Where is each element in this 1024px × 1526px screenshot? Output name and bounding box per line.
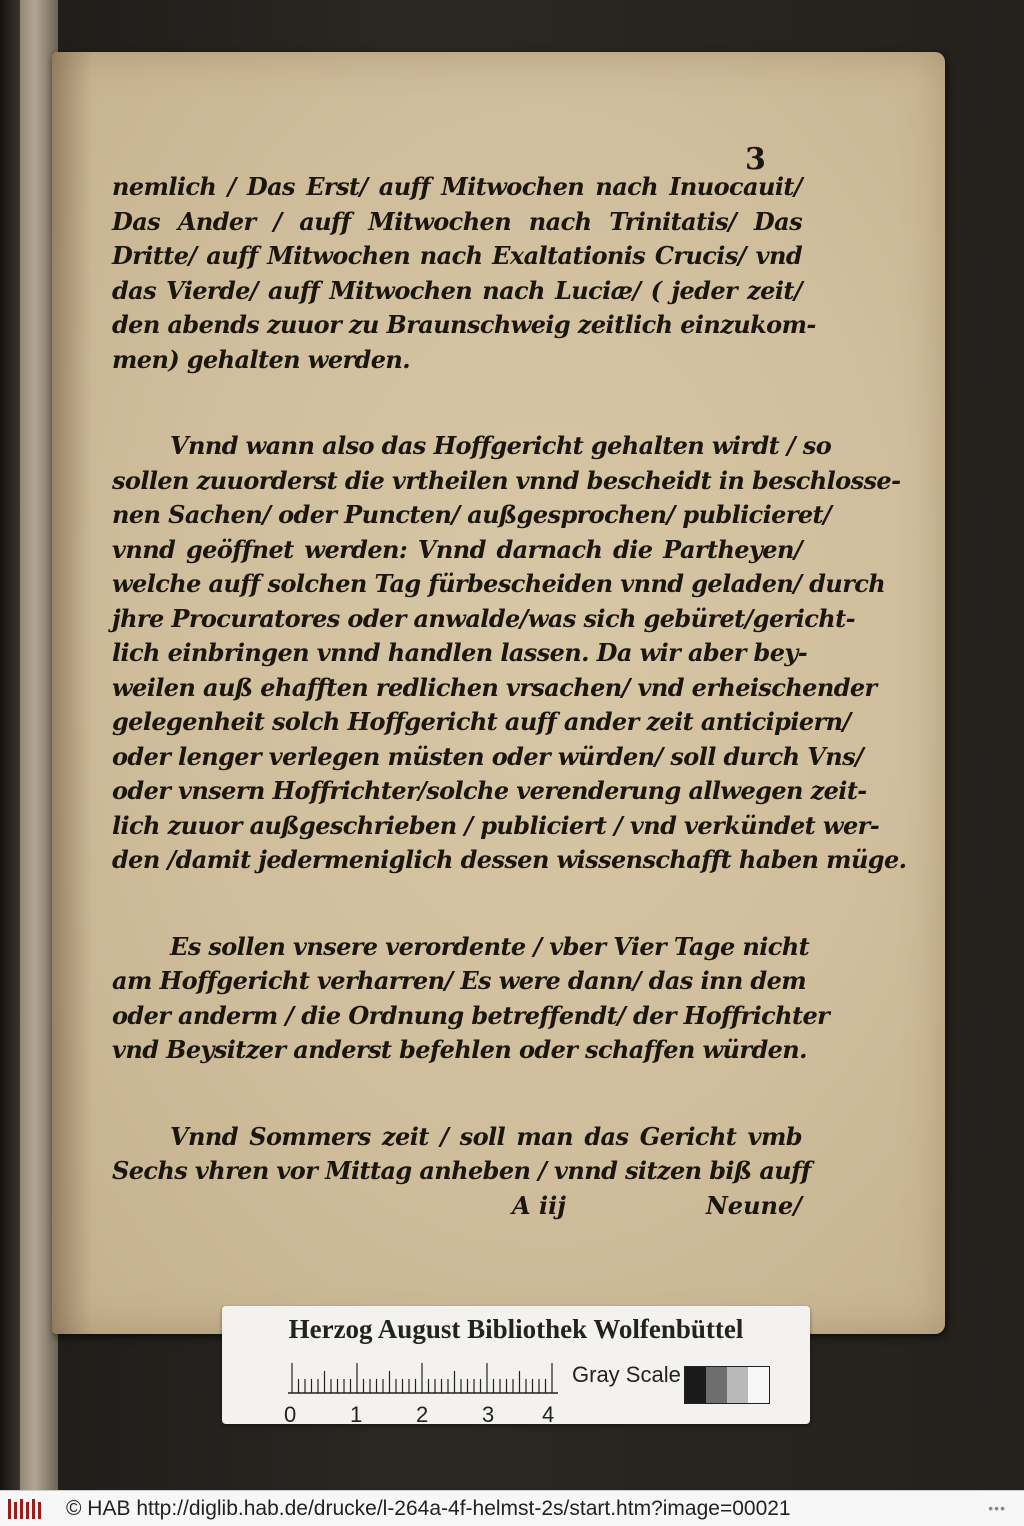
text-line: Vnnd Sommers zeit / soll man das Gericht vmb: [170, 1121, 802, 1151]
text-line: Es sollen vnsere verordente / vber Vier Tage nicht: [170, 931, 810, 961]
text-line: gelegenheit solch Hoffgericht auff ander zeit anticipiern/: [112, 707, 851, 736]
book-binding: [0, 0, 58, 1490]
text-line: den /damit jedermeniglich dessen wissenschafft haben müge.: [112, 845, 907, 874]
paragraph-3: [112, 930, 830, 1068]
more-options-icon[interactable]: •••: [988, 1500, 1006, 1516]
gray-swatch: [748, 1367, 769, 1403]
text-line: sollen zuuorderst die vrtheilen vnnd bescheidt in beschlosse-: [112, 465, 901, 495]
text-line: vnd Beysitzer anderst befehlen oder schaffen würden.: [112, 1035, 807, 1064]
signature-line: [112, 1189, 802, 1224]
text-line: lich zuuor außgeschrieben / publiciert / vnd verkündet wer-: [112, 810, 880, 840]
gray-scale-label: Gray Scale: [572, 1362, 681, 1387]
library-color-card: [222, 1306, 810, 1427]
text-line: Das Ander / auff Mitwochen nach Trinitatis/ Das: [112, 206, 802, 236]
ruler-label: 2: [416, 1402, 429, 1427]
copyright-url-link[interactable]: © HAB http://diglib.hab.de/drucke/l-264a-4f-helmst-2s/start.htm?image=00021: [66, 1496, 791, 1520]
paragraph-2: [112, 429, 907, 878]
text-line: lich einbringen vnnd handlen lassen. Da wir aber bey-: [112, 638, 808, 667]
text-line: jhre Procuratores oder anwalde/was sich gebüret/gericht-: [112, 603, 855, 633]
gray-swatch: [706, 1367, 727, 1403]
ruler-label: 4: [542, 1402, 555, 1427]
paragraph-1: [112, 170, 816, 377]
text-line: oder lenger verlegen müsten oder würden/ soll durch Vns/: [112, 741, 864, 771]
text-line: nemlich / Das Erst/ auff Mitwochen nach Inuocauit/: [112, 172, 802, 201]
page-number: 3: [745, 142, 766, 177]
footer-bar: [0, 1490, 1024, 1526]
catchword: Neune/: [705, 1190, 802, 1220]
page-gutter-shadow: [52, 52, 92, 1334]
text-line: vnnd geöffnet werden: Vnnd darnach die Partheyen/: [112, 534, 802, 564]
text-line: das Vierde/ auff Mitwochen nach Luciæ/ ( jeder zeit/: [112, 275, 802, 305]
ruler-label: 1: [350, 1402, 363, 1427]
ruler-scale: [288, 1362, 558, 1394]
text-line: Dritte/ auff Mitwochen nach Exaltationis Crucis/ vnd: [112, 241, 802, 270]
text-line: Sechs vhren vor Mittag anheben / vnnd sitzen biß auff: [112, 1156, 811, 1185]
hab-logo-icon: [4, 1495, 48, 1523]
text-line: Vnnd wann also das Hoffgericht gehalten wirdt / so: [170, 431, 832, 460]
text-line: den abends zuuor zu Braunschweig zeitlich einzukom-: [112, 310, 816, 339]
page-text: [112, 170, 907, 1223]
gray-swatch: [685, 1367, 706, 1403]
gray-swatch: [727, 1367, 748, 1403]
text-line: nen Sachen/ oder Puncten/ außgesprochen/ publicieret/: [112, 500, 832, 529]
paragraph-4: [112, 1120, 811, 1189]
ruler-label: 0: [284, 1402, 297, 1427]
signature-mark: A iij: [512, 1190, 566, 1220]
text-line: weilen auß ehafften redlichen vrsachen/ vnd erheischender: [112, 672, 877, 702]
text-line: men) gehalten werden.: [112, 344, 410, 374]
text-line: am Hoffgericht verharren/ Es were dann/ das inn dem: [112, 966, 807, 995]
text-line: welche auff solchen Tag fürbescheiden vnnd geladen/ durch: [112, 569, 886, 598]
ruler-label: 3: [482, 1402, 495, 1427]
text-line: oder vnsern Hoffrichter/solche verenderung allwegen zeit-: [112, 776, 867, 805]
library-name: Herzog August Bibliothek Wolfenbüttel: [288, 1314, 744, 1344]
gray-scale-swatches: [684, 1366, 770, 1404]
text-line: oder anderm / die Ordnung betreffendt/ der Hoffrichter: [112, 1000, 830, 1030]
